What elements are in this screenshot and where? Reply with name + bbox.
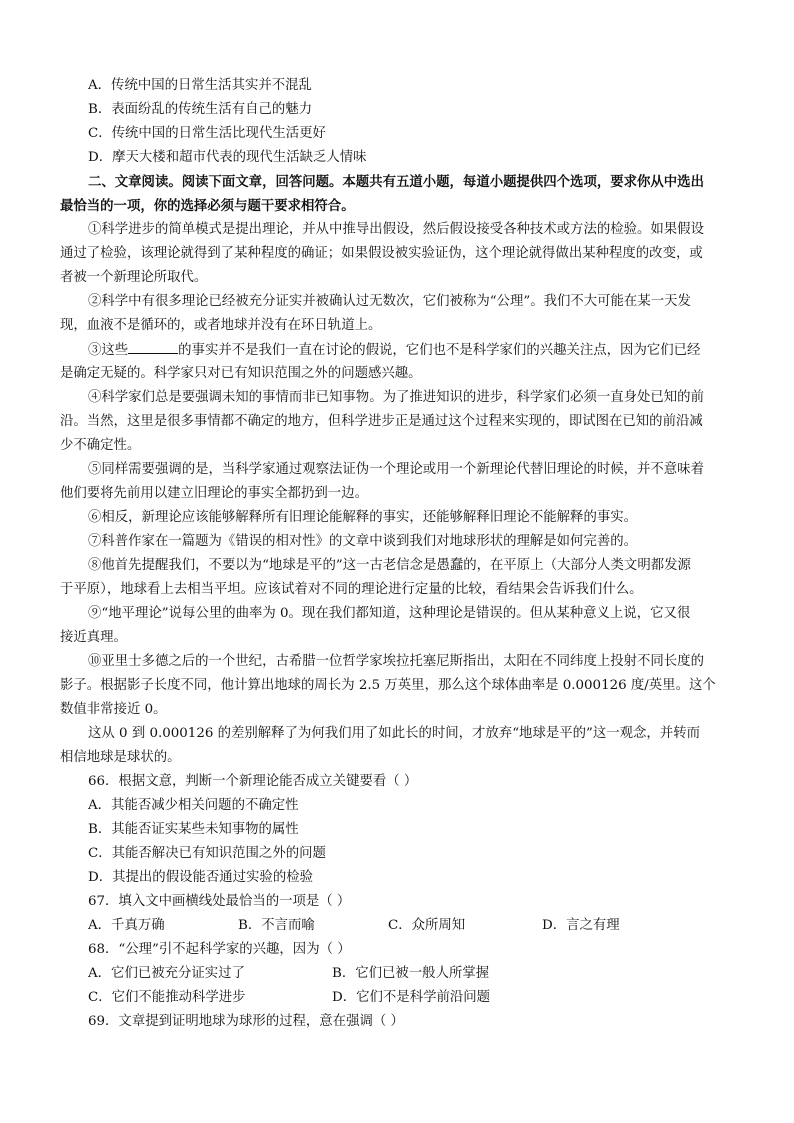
passage-p10-line2: 影子。根据影子长度不同，他计算出地球的周长为 2.5 万英里，那么这个球体曲率是 0.000126 度/英里。这个: [60, 678, 716, 693]
q68-stem: 68．“公理”引不起科学家的兴趣，因为（ ）: [88, 942, 351, 957]
passage-p1-line1: ①科学进步的简单模式是提出理论，并从中推导出假设，然后假设接受各种技术或方法的检验。如果假设: [88, 222, 704, 237]
passage-p9-line1: ⑨“地平理论”说每公里的曲率为 0。现在我们都知道，这种理论是错误的。但从某种意义上说，它又很: [88, 606, 691, 621]
q66-stem: 66．根据文意，判断一个新理论能否成立关键要看（ ）: [88, 774, 418, 789]
passage-p4-line2: 沿。当然，这里是很多事情都不确定的地方，但科学进步正是通过这个过程来实现的，即试图在已知的前沿减: [60, 414, 703, 429]
q67-stem: 67．填入文中画横线处最恰当的一项是（ ）: [88, 894, 351, 909]
q67-option-d: D．言之有理: [542, 918, 620, 933]
passage-p1-line2: 通过了检验，该理论就得到了某种程度的确证；如果假设被实验证伪，这个理论就得做出某种程度的改变，或: [60, 246, 703, 261]
q67-option-a: A．千真万确: [88, 918, 165, 933]
passage-p5-line1: ⑤同样需要强调的是，当科学家通过观察法证伪一个理论或用一个新理论代替旧理论的时候，并不意味着: [88, 462, 704, 477]
passage-p8-line1: ⑧他首先提醒我们，不要以为“地球是平的”这一古老信念是愚蠢的，在平原上（大部分人类文明都发源: [88, 558, 691, 573]
q65-option-b: B．表面纷乱的传统生活有自己的魅力: [88, 102, 313, 117]
passage-p4-line1: ④科学家们总是要强调未知的事情而非已知事物。为了推进知识的进步，科学家们必须一直身处已知的前: [88, 390, 704, 405]
passage-p10-line3: 数值非常接近 0。: [60, 702, 167, 717]
passage-p3-line2: 是确定无疑的。科学家只对已有知识范围之外的问题感兴趣。: [60, 366, 422, 381]
passage-p4-line3: 少不确定性。: [60, 438, 141, 453]
passage-p8-line2: 于平原），地球看上去相当平坦。应该试着对不同的理论进行定量的比较，看结果会告诉我们什么。: [60, 582, 643, 597]
passage-p9-line2: 接近真理。: [60, 630, 127, 645]
fill-blank: [128, 341, 178, 354]
q65-option-d: D．摩天大楼和超市代表的现代生活缺乏人情味: [88, 150, 367, 165]
passage-p11-line2: 相信地球是球状的。: [60, 750, 181, 765]
passage-p2-line2: 现，血液不是循环的，或者地球并没有在环日轨道上。: [60, 318, 382, 333]
q67-option-b: B．不言而喻: [238, 918, 315, 933]
q68-option-b: B．它们已被一般人所掌握: [332, 966, 490, 981]
passage-p6: ⑥相反，新理论应该能够解释所有旧理论能解释的事实，还能够解释旧理论不能解释的事实。: [88, 510, 638, 525]
q65-option-c: C．传统中国的日常生活比现代生活更好: [88, 126, 326, 141]
passage-p3-line1: [88, 341, 700, 360]
passage-p2-line1: ②科学中有很多理论已经被充分证实并被确认过无数次，它们被称为“公理”。我们不大可能在某一天发: [88, 294, 691, 309]
passage-p3-post: 的事实并不是我们一直在讨论的假说，它们也不是科学家们的兴趣关注点，因为它们已经: [178, 343, 701, 358]
q66-option-a: A．其能否减少相关问题的不确定性: [88, 798, 299, 813]
section-heading-line2: 最恰当的一项，你的选择必须与题干要求相符合。: [60, 198, 355, 214]
passage-p3-pre: ③这些: [88, 343, 129, 358]
passage-p11-line1: 这从 0 到 0.000126 的差别解释了为何我们用了如此长的时间，才放弃“地球是平的”这一观念，并转而: [88, 726, 700, 741]
q69-stem: 69．文章提到证明地球为球形的过程，意在强调（ ）: [88, 1014, 404, 1029]
q65-option-a: A．传统中国的日常生活其实并不混乱: [88, 78, 312, 93]
q68-option-a: A．它们已被充分证实过了: [88, 966, 245, 981]
passage-p5-line2: 他们要将先前用以建立旧理论的事实全都扔到一边。: [60, 486, 368, 501]
passage-p7: ⑦科普作家在一篇题为《错误的相对性》的文章中谈到我们对地球形状的理解是如何完善的。: [88, 534, 638, 549]
q67-option-c: C．众所周知: [388, 918, 466, 933]
q68-option-d: D．它们不是科学前沿问题: [332, 990, 491, 1005]
passage-p10-line1: ⑩亚里士多德之后的一个世纪，古希腊一位哲学家埃拉托塞尼斯指出，太阳在不同纬度上投射不同长度的: [88, 654, 704, 669]
section-heading-line1: 二、文章阅读。阅读下面文章，回答问题。本题共有五道小题，每道小题提供四个选项，要求你从中选出: [88, 174, 704, 190]
q66-option-d: D．其提出的假设能否通过实验的检验: [88, 870, 313, 885]
passage-p1-line3: 者被一个新理论所取代。: [60, 270, 208, 285]
q66-option-b: B．其能否证实某些未知事物的属性: [88, 822, 299, 837]
q66-option-c: C．其能否解决已有知识范围之外的问题: [88, 846, 326, 861]
q68-option-c: C．它们不能推动科学进步: [88, 990, 246, 1005]
